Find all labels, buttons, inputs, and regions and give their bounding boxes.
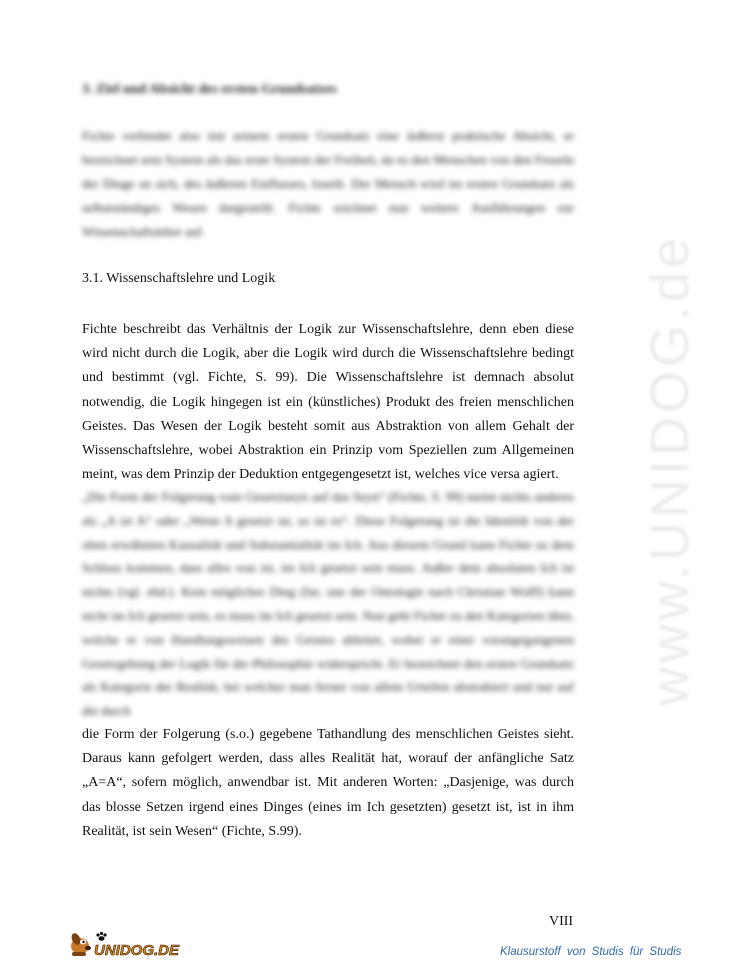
dog-icon [66,926,184,960]
page-number: VIII [549,914,574,929]
logo-text: UNIDOG.DE [94,942,180,959]
watermark: www.UNIDOG.de [640,233,700,707]
footer-tagline: Klausurstoff von Studis für Studis [500,946,682,958]
subsection-heading: 3.1. Wissenschaftslehre und Logik [82,271,276,286]
blurred-intro-paragraph: Fichte verbindet also mit seinem ersten Grundsatz eine äußerst praktische Absicht, er bezeichnet sein System als das erste System der Freiheit, da es den Menschen von den Fesseln der Dinge an sich, des äußeren Einflusses, loseilt. Der Mensch wird im ersten Grundsatz als selbstständiges Wesen dargestellt. Fichte zeichnet nun weitere Ausführungen zur Wissenschaftslehre auf. [82,128,574,239]
section-heading: 3. Ziel und Absicht des ersten Grundsatzes [82,82,337,97]
blurred-middle-paragraph: „Die Form der Folgerung vom Gesetztseyn auf das Seyn“ (Fichte, S. 99) meint nichts anderes als „A ist A“ oder „Wenn A gesetzt ist, so ist es“. Diese Folgerung ist die Identität von der oben erwähnten Kausalität und Substantialität im Ich. Aus diesem Grund kann Fichte zu dem Schluss kommen, dass alles was ist, im Ich gesetzt sein muss. Außer dem absoluten Ich ist nichts (vgl. ebd.). Kein mögliches Ding (far, one der Ontologie nach Christian Wolff) kann nicht im Ich gesetzt sein, es muss im Ich gesetzt sein. Nun geht Fichte zu den Kategorien über, welche er von Handlungsweisen des Geistes ableitet, wobei er einer vorangegangenen Gesetzgebung der Logik für die Philosophie widerspricht. Er bezeichnet den ersten Grundsatz als Kategorie der Realität, bei welcher man ferner von allem Urteilen abstrahiert und nur auf die durch [82,489,574,719]
unidog-logo[interactable] [66,926,184,960]
body-paragraph-1: Fichte beschreibt das Verhältnis der Logik zur Wissenschaftslehre, denn eben diese wird nicht durch die Logik, aber die Logik wird durch die Wissenschaftslehre bedingt und bestimmt (vgl. Fichte, S. 99). Die Wissenschaftslehre ist demnach absolut notwendig, die Logik hingegen ist ein (künstliches) Produkt des freien menschlichen Geistes. Das Wesen der Logik besteht somit aus Abstraktion von allem Gehalt der Wissenschaftslehre, wobei Abstraktion ein Prinzip vom Speziellen zum Allgemeinen meint, was dem Prinzip der Deduktion entgegengesetzt ist, welches vice versa agiert. [82,322,574,483]
body-paragraph-2: die Form der Folgerung (s.o.) gegebene Tathandlung des menschlichen Geistes sieht. Daraus kann gefolgert werden, dass alles Realität hat, worauf der anfängliche Satz „A=A“, sofern möglich, anwendbar ist. Mit anderen Worten: „Dasjenige, was durch das blosse Setzen irgend eines Dinges (eines im Ich gesetzten) gesetzt ist, ist in ihm Realität, ist sein Wesen“ (Fichte, S.99). [82,727,574,839]
